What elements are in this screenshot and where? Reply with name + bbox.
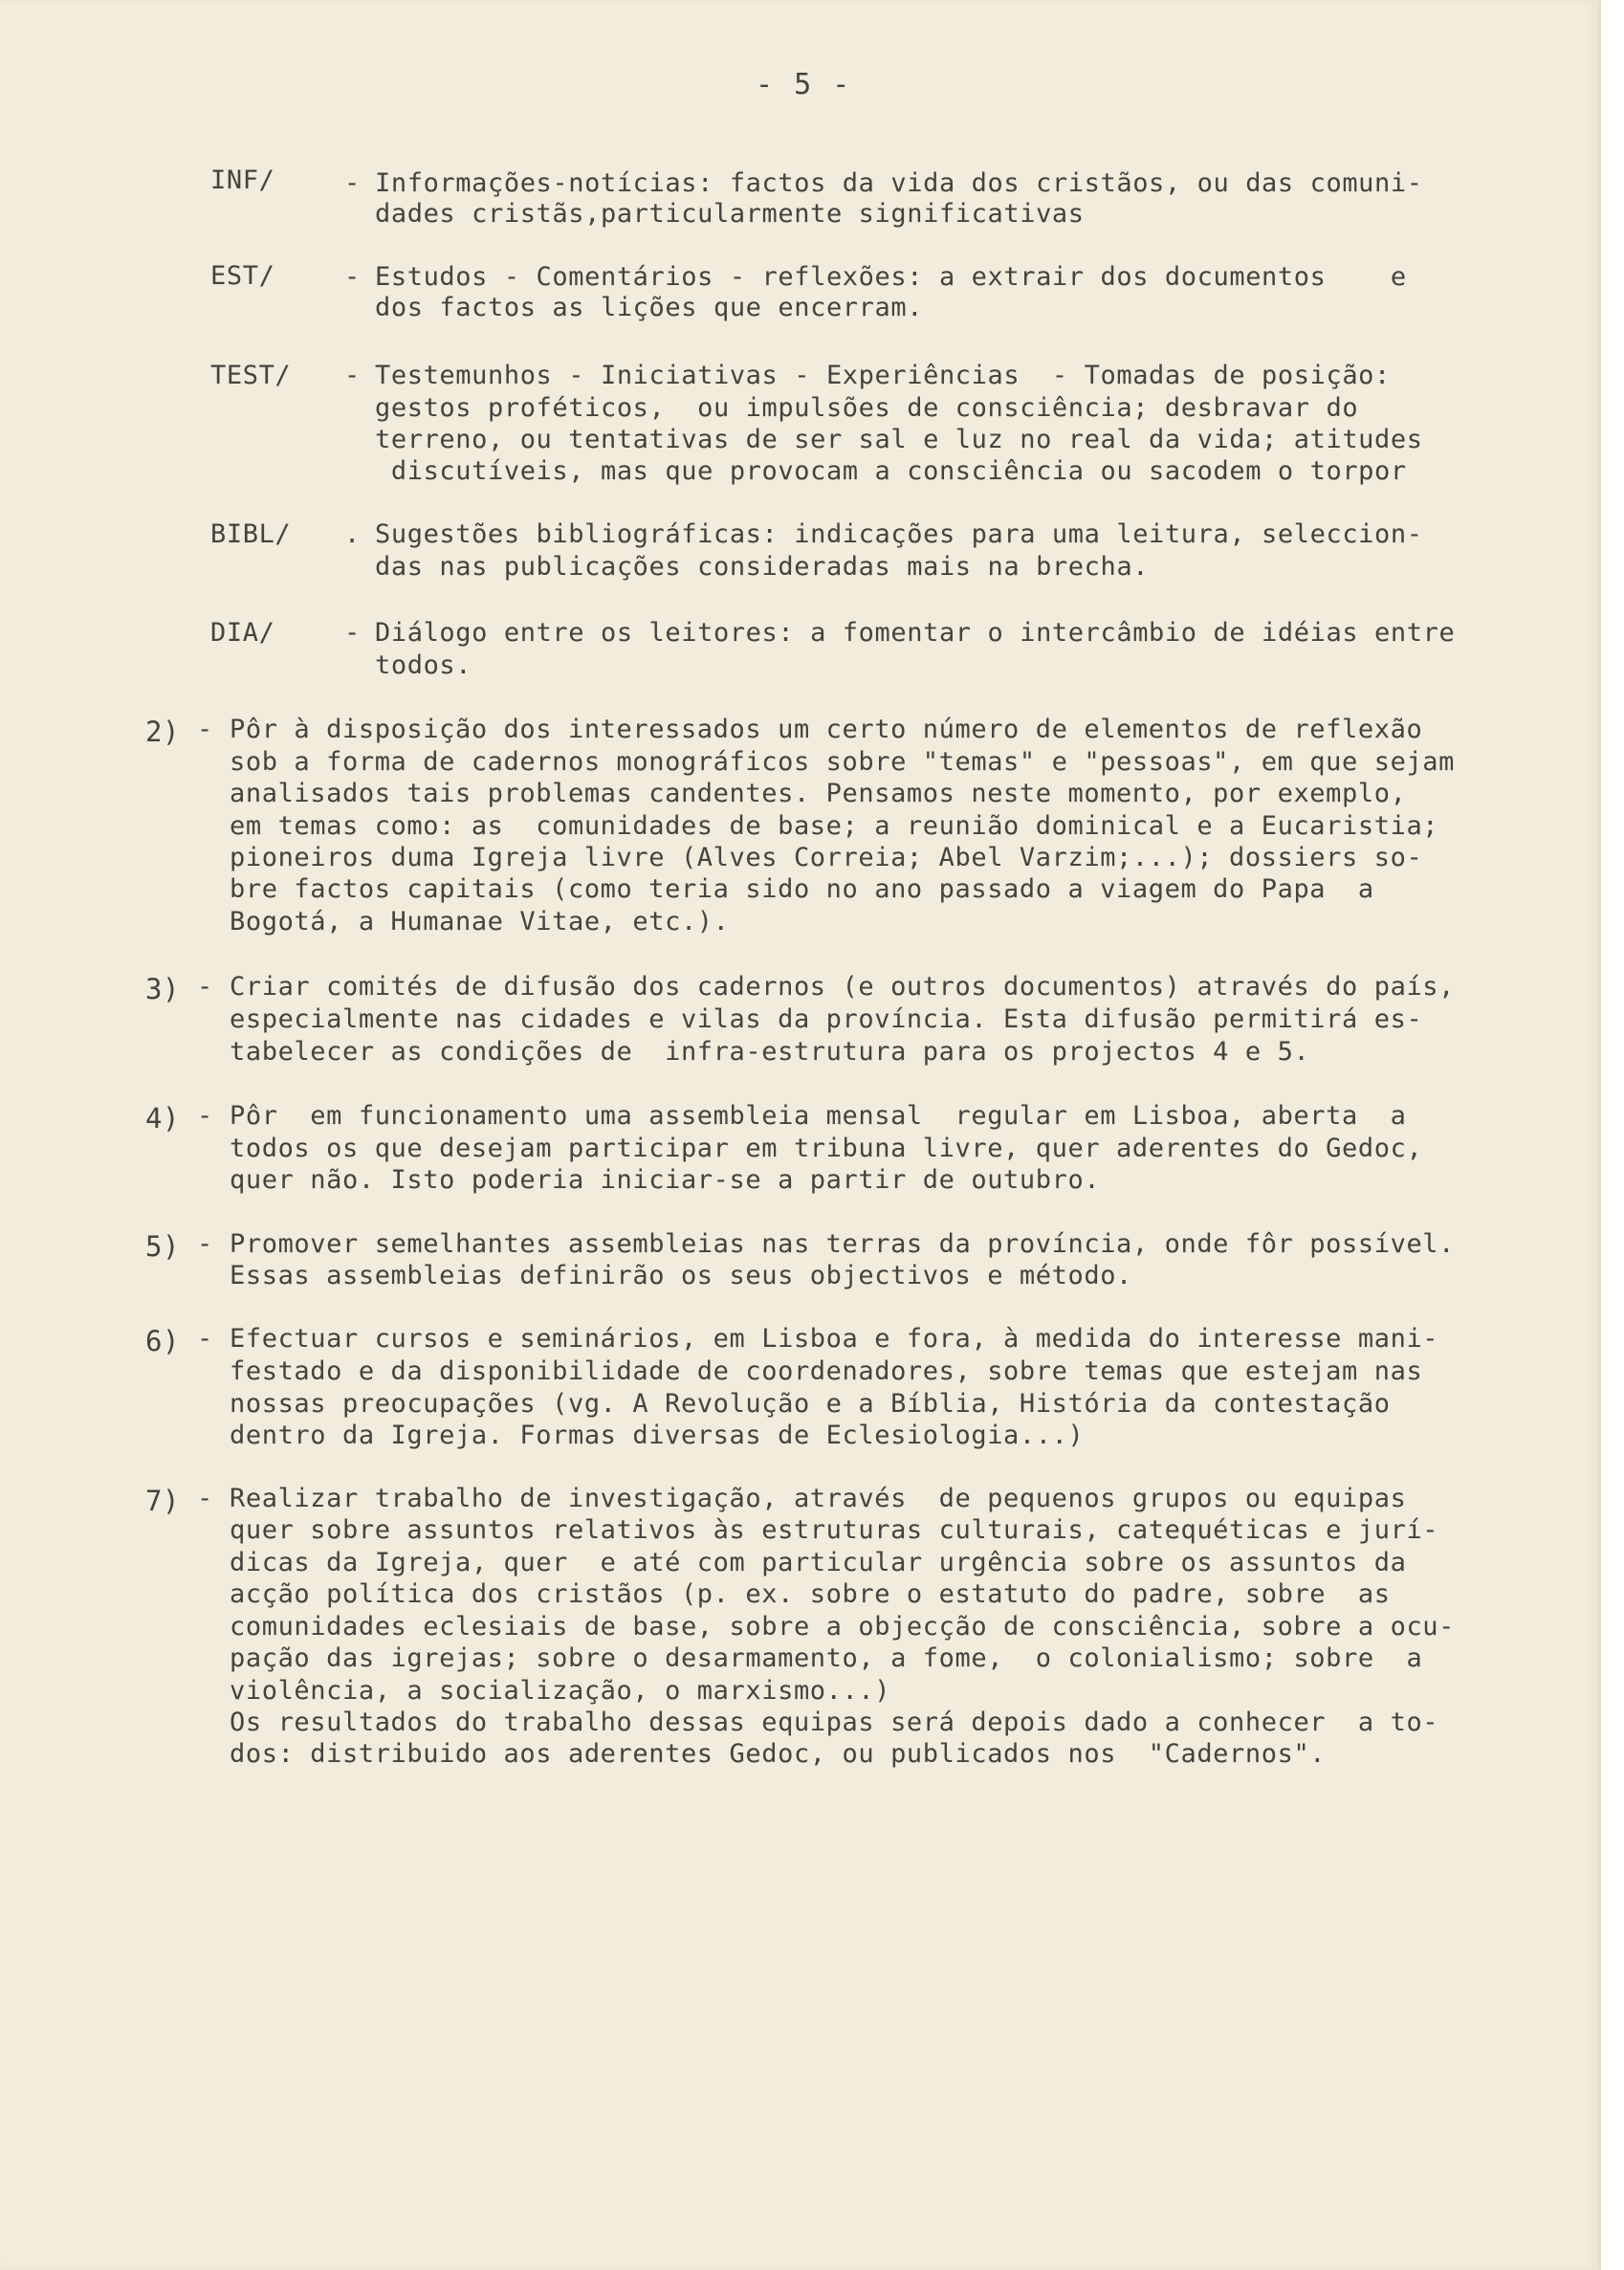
item-number: 7): [145, 1485, 181, 1517]
item-line: tabelecer as condições de infra-estrutura para os projectos 4 e 5.: [230, 1037, 1310, 1067]
item-bullet: -: [197, 715, 213, 744]
section-bullet: -: [344, 361, 361, 390]
section-line: Sugestões bibliográficas: indicações para uma leitura, seleccion-: [375, 519, 1423, 549]
item-line: dos: distribuido aos aderentes Gedoc, ou publicados nos "Cadernos".: [230, 1739, 1327, 1769]
item-line: quer não. Isto poderia iniciar-se a partir de outubro.: [230, 1165, 1101, 1195]
section-bullet: -: [344, 618, 361, 648]
section-code-dia: DIA/: [210, 618, 275, 648]
section-code-inf: INF/: [210, 165, 275, 195]
item-line: Essas assembleias definirão os seus objectivos e método.: [230, 1261, 1132, 1290]
item-line: violência, a socialização, o marxismo...): [230, 1676, 891, 1706]
item-line: pioneiros duma Igreja livre (Alves Correia; Abel Varzim;...); dossiers so-: [230, 843, 1423, 872]
section-line: discutíveis, mas que provocam a consciência ou sacodem o torpor: [375, 456, 1407, 486]
item-line: pação das igrejas; sobre o desarmamento, a fome, o colonialismo; sobre a: [230, 1643, 1423, 1673]
item-line: nossas preocupações (vg. A Revolução e a Bíblia, História da contestação: [230, 1389, 1391, 1419]
section-bullet: -: [344, 262, 361, 292]
item-line: comunidades eclesiais de base, sobre a objecção de consciência, sobre a ocu-: [230, 1612, 1456, 1642]
section-code-test: TEST/: [210, 361, 292, 390]
item-line: festado e da disponibilidade de coordenadores, sobre temas que estejam nas: [230, 1356, 1423, 1386]
section-line: Estudos - Comentários - reflexões: a extrair dos documentos e: [375, 262, 1407, 292]
section-line: terreno, ou tentativas de ser sal e luz no real da vida; atitudes: [375, 425, 1423, 454]
item-line: todos os que desejam participar em tribuna livre, quer aderentes do Gedoc,: [230, 1134, 1423, 1163]
section-bullet: -: [344, 168, 361, 198]
item-line: em temas como: as comunidades de base; a reunião dominical e a Eucaristia;: [230, 811, 1439, 841]
item-line: Efectuar cursos e seminários, em Lisboa e fora, à medida do interesse mani-: [230, 1324, 1439, 1354]
section-line: das nas publicações consideradas mais na brecha.: [375, 552, 1150, 582]
section-line: todos.: [375, 650, 472, 680]
item-bullet: -: [197, 1484, 213, 1513]
section-code-bibl: BIBL/: [210, 519, 292, 549]
item-bullet: -: [197, 972, 213, 1002]
item-line: Os resultados do trabalho dessas equipas será depois dado a conhecer a to-: [230, 1708, 1439, 1737]
item-line: sob a forma de cadernos monográficos sobre "temas" e "pessoas", em que sejam: [230, 747, 1456, 777]
item-number: 3): [145, 973, 181, 1005]
section-line: Informações-notícias: factos da vida dos cristãos, ou das comuni-: [375, 168, 1423, 198]
item-line: Criar comités de difusão dos cadernos (e outros documentos) através do país,: [230, 972, 1456, 1002]
page-number: - 5 -: [756, 68, 852, 101]
item-line: dentro da Igreja. Formas diversas de Eclesiologia...): [230, 1421, 1085, 1450]
item-line: bre factos capitais (como teria sido no ano passado a viagem do Papa a: [230, 874, 1374, 904]
item-number: 4): [145, 1102, 181, 1135]
item-line: especialmente nas cidades e vilas da província. Esta difusão permitirá es-: [230, 1004, 1423, 1034]
item-line: analisados tais problemas candentes. Pensamos neste momento, por exemplo,: [230, 779, 1407, 808]
section-line: dos factos as lições que encerram.: [375, 293, 924, 322]
item-bullet: -: [197, 1229, 213, 1259]
section-line: dades cristãs,particularmente significativas: [375, 199, 1085, 229]
item-line: Realizar trabalho de investigação, através de pequenos grupos ou equipas: [230, 1484, 1407, 1513]
item-number: 6): [145, 1325, 181, 1357]
item-line: Pôr em funcionamento uma assembleia mensal regular em Lisboa, aberta a: [230, 1101, 1407, 1131]
item-line: quer sobre assuntos relativos às estruturas culturais, catequéticas e jurí-: [230, 1515, 1439, 1545]
item-bullet: -: [197, 1324, 213, 1354]
section-line: Diálogo entre os leitores: a fomentar o intercâmbio de idéias entre: [375, 618, 1456, 648]
section-line: Testemunhos - Iniciativas - Experiências - Tomadas de posição:: [375, 361, 1391, 390]
section-line: gestos proféticos, ou impulsões de consciência; desbravar do: [375, 393, 1359, 423]
section-bullet: .: [344, 519, 361, 549]
item-line: Bogotá, a Humanae Vitae, etc.).: [230, 907, 730, 937]
item-line: dicas da Igreja, quer e até com particular urgência sobre os assuntos da: [230, 1548, 1407, 1577]
item-line: Promover semelhantes assembleias nas terras da província, onde fôr possível.: [230, 1229, 1456, 1259]
item-line: Pôr à disposição dos interessados um certo número de elementos de reflexão: [230, 715, 1423, 744]
section-code-est: EST/: [210, 261, 275, 291]
item-number: 5): [145, 1230, 181, 1263]
item-number: 2): [145, 716, 181, 748]
item-line: acção política dos cristãos (p. ex. sobre o estatuto do padre, sobre as: [230, 1579, 1391, 1609]
item-bullet: -: [197, 1101, 213, 1131]
